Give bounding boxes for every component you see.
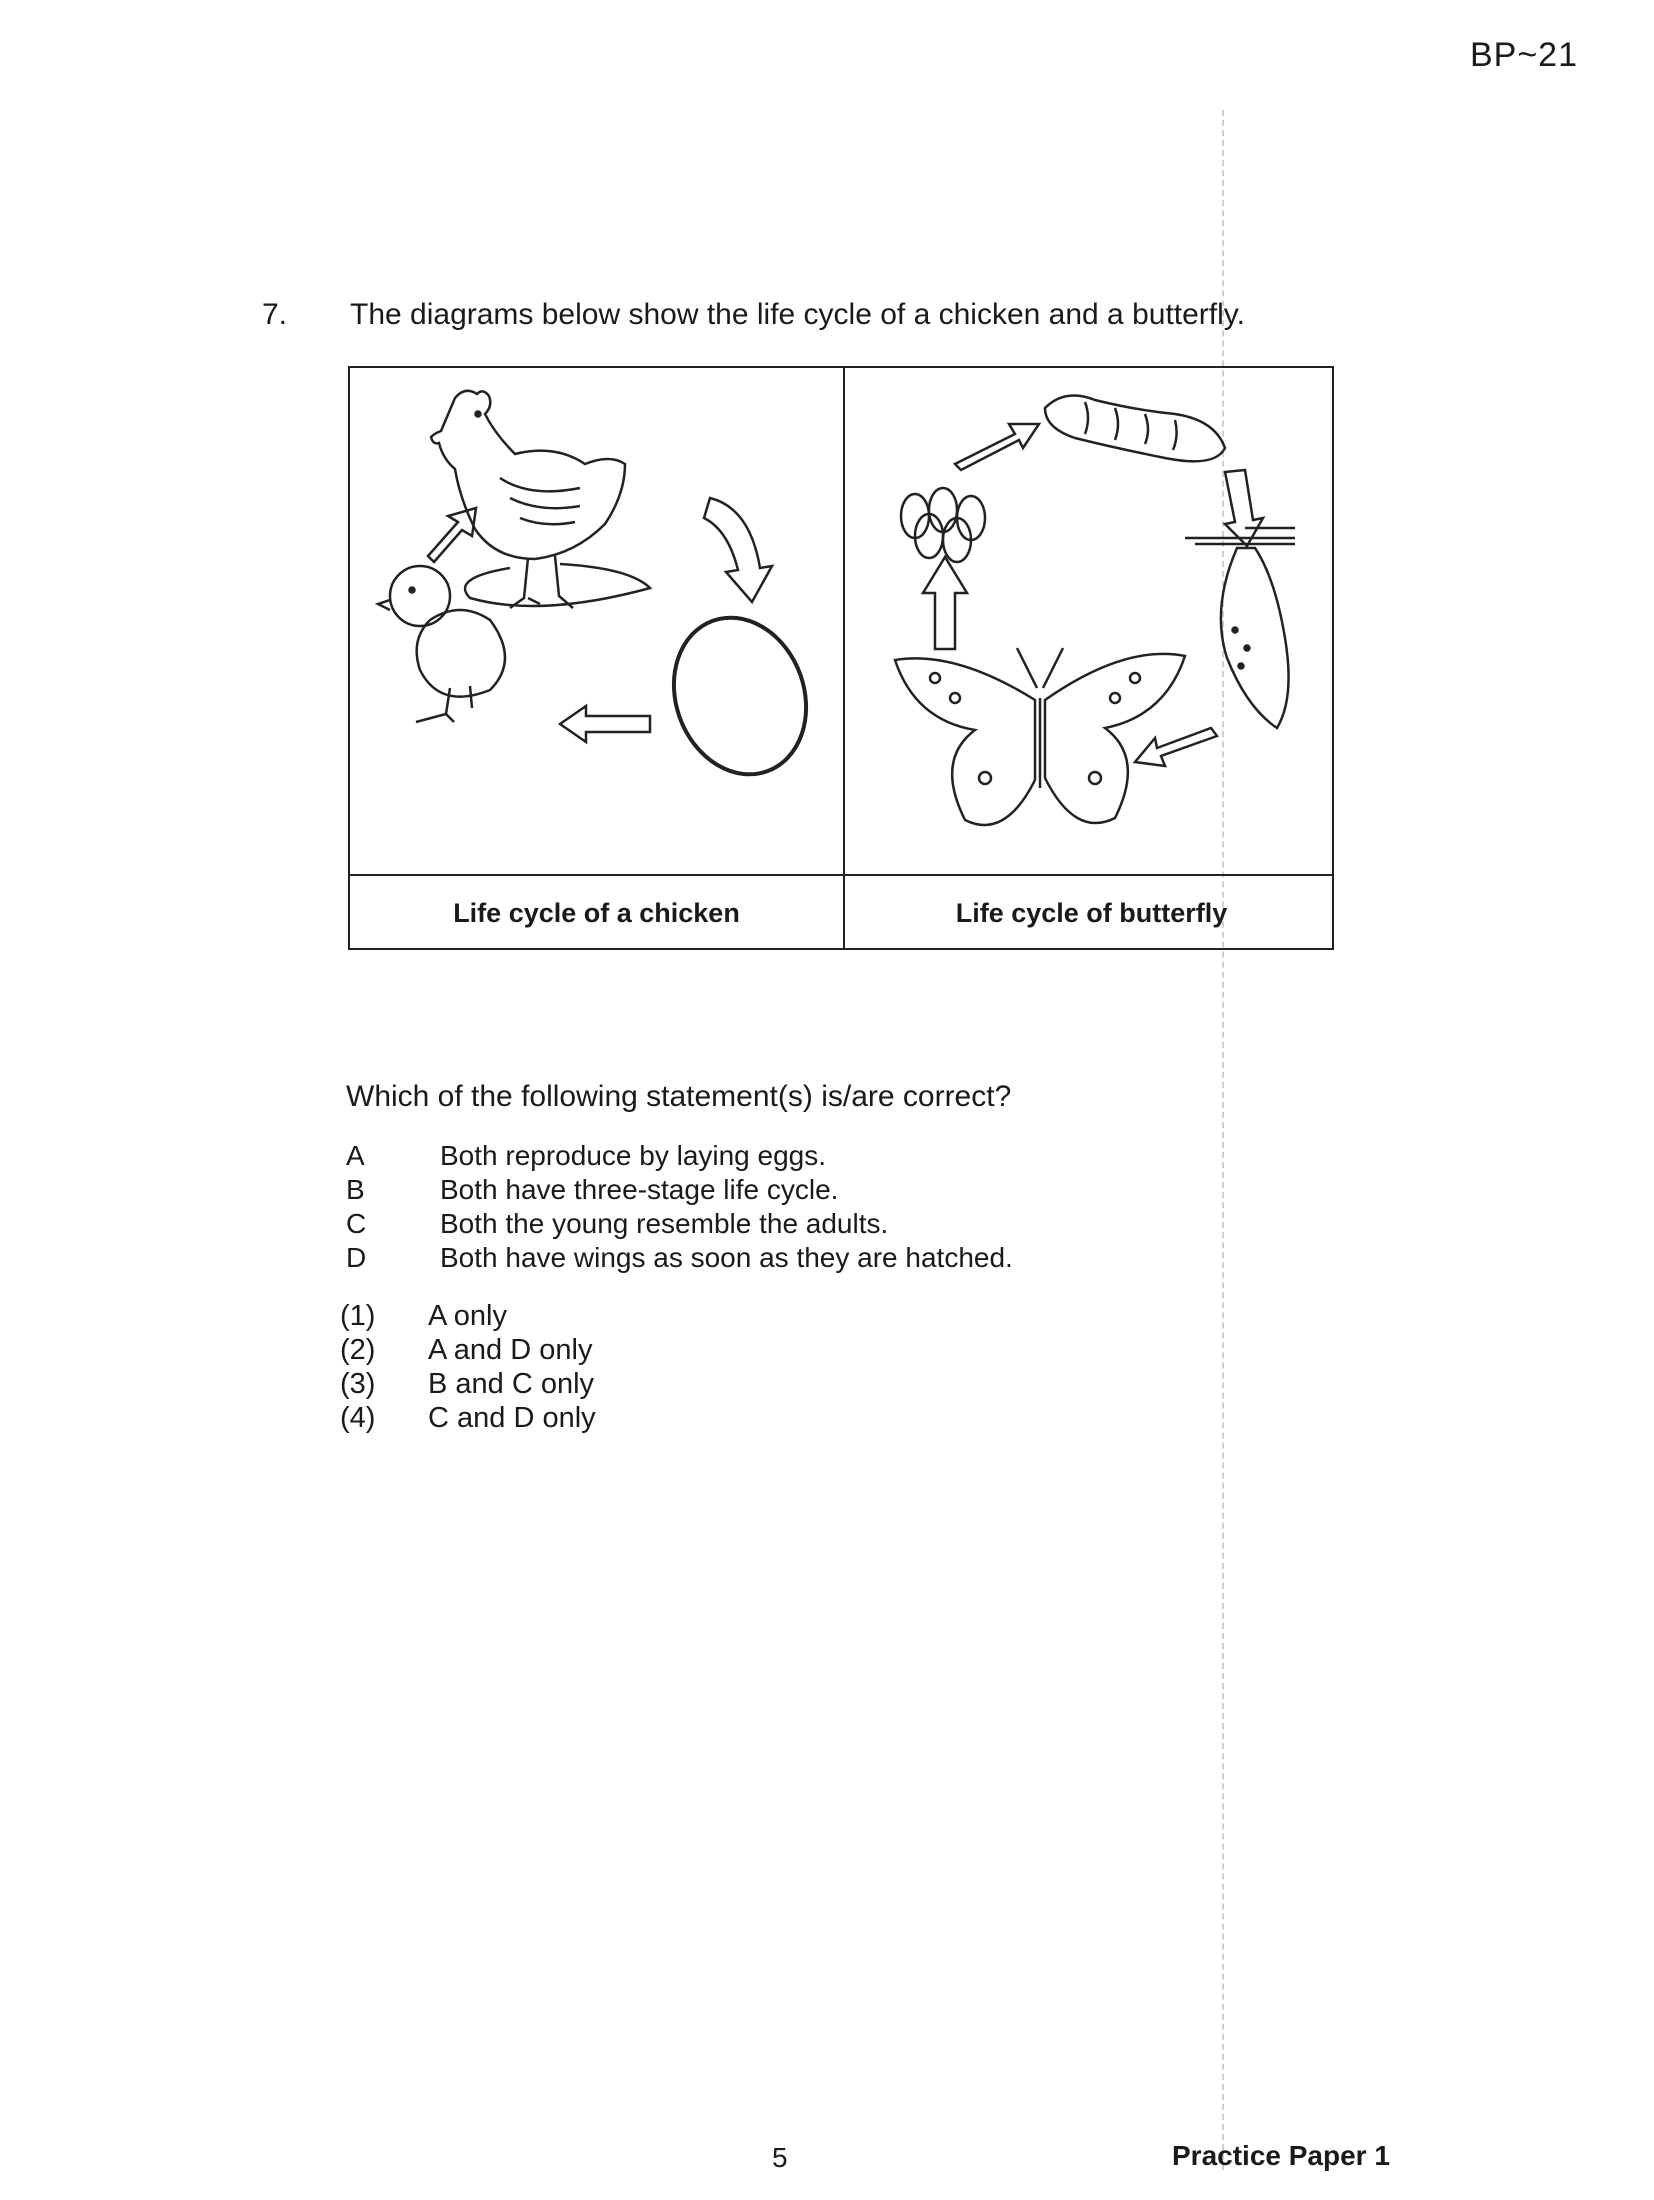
question-number: 7. (262, 298, 288, 331)
butterfly-icon (895, 648, 1185, 825)
answer-option-2[interactable] (340, 1334, 592, 1367)
paper-title: Practice Paper 1 (1172, 2140, 1390, 2171)
option-number: (1) (340, 1300, 376, 1332)
butterfly-life-cycle-illustration (845, 368, 1338, 874)
answer-option-3[interactable] (340, 1368, 594, 1401)
butterfly-cycle-drawing (845, 368, 1338, 874)
life-cycle-diagram-table (348, 366, 1334, 950)
answer-option-1[interactable] (340, 1300, 507, 1333)
question-prompt: Which of the following statement(s) is/are correct? (346, 1080, 1012, 1113)
pupa-icon (1185, 528, 1295, 728)
statement-letter: C (346, 1208, 367, 1239)
option-text: B and C only (428, 1368, 595, 1400)
statement-letter: B (346, 1174, 365, 1205)
option-number: (4) (340, 1402, 376, 1434)
answer-option-4[interactable] (340, 1402, 596, 1435)
table-divider-vertical (843, 368, 845, 948)
hen-icon (431, 391, 650, 608)
statement-letter: D (346, 1242, 367, 1273)
statement-letter: A (346, 1140, 365, 1171)
statement-b (346, 1174, 838, 1206)
statement-a (346, 1140, 826, 1172)
page-number: 5 (772, 2142, 788, 2173)
chicken-caption: Life cycle of a chicken (453, 897, 740, 928)
chick-icon (378, 566, 505, 722)
caterpillar-icon (1045, 396, 1225, 462)
butterfly-eggs-icon (901, 488, 985, 562)
statement-d (346, 1242, 1013, 1274)
chicken-cycle-drawing (350, 368, 843, 874)
option-text: A and D only (428, 1334, 593, 1366)
chicken-life-cycle-illustration (350, 368, 843, 874)
statement-text: Both have three-stage life cycle. (440, 1174, 839, 1205)
question-stem: The diagrams below show the life cycle of a chicken and a butterfly. (350, 298, 1245, 331)
statement-c (346, 1208, 888, 1240)
option-text: C and D only (428, 1402, 596, 1434)
option-number: (2) (340, 1334, 376, 1366)
cycle-arrow-icon (923, 424, 1263, 766)
statement-text: Both the young resemble the adults. (440, 1208, 889, 1239)
option-text: A only (428, 1300, 507, 1332)
statement-text: Both reproduce by laying eggs. (440, 1140, 827, 1171)
page-code: BP~21 (1469, 36, 1578, 74)
option-number: (3) (340, 1368, 376, 1400)
butterfly-caption: Life cycle of butterfly (955, 897, 1228, 928)
egg-icon (652, 599, 827, 793)
statement-text: Both have wings as soon as they are hatched. (440, 1242, 1013, 1273)
